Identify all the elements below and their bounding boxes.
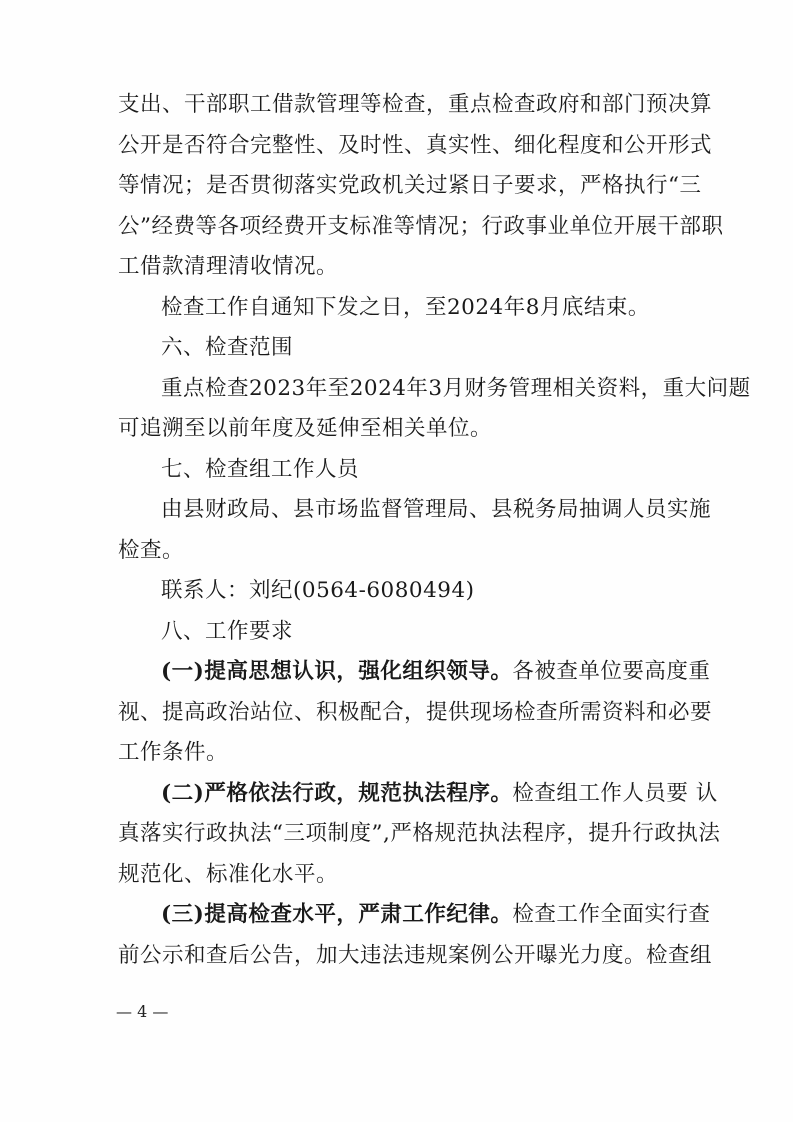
- paragraph-line: 视、提高政治站位、积极配合，提供现场检查所需资料和必要: [118, 699, 713, 725]
- requirement-text: 检查组工作人员要 认: [512, 780, 718, 806]
- paragraph-line: 公”经费等各项经费开支标准等情况；行政事业单位开展干部职: [118, 213, 724, 239]
- requirement-text: 各被查单位要高度重: [512, 659, 711, 684]
- paragraph-line: 前公示和查后公告，加大违法违规案例公开曝光力度。检查组: [118, 942, 713, 968]
- requirement-title: (二)严格依法行政，规范执法程序。: [161, 780, 513, 806]
- paragraph-line: 公开是否符合完整性、及时性、真实性、细化程度和公开形式: [118, 132, 713, 158]
- requirement-line: [118, 774, 718, 815]
- paragraph-line: 真落实行政执法“三项制度”,严格规范执法程序，提升行政执法: [118, 821, 721, 846]
- section-heading-scope: 六、检查范围: [161, 335, 294, 360]
- paragraph-line: 工借款清理清收情况。: [118, 254, 339, 279]
- requirement-title: (一)提高思想认识，强化组织领导。: [161, 659, 513, 684]
- requirement-title: (三)提高检查水平，严肃工作纪律。: [161, 902, 513, 927]
- paragraph-line: 工作条件。: [118, 740, 229, 765]
- paragraph-line: 重点检查2023年至2024年3月财务管理相关资料，重大问题: [161, 375, 751, 401]
- paragraph-line: 可追溯至以前年度及延伸至相关单位。: [118, 416, 493, 441]
- paragraph-line: 等情况；是否贯彻落实党政机关过紧日子要求，严格执行“三: [118, 173, 702, 198]
- section-heading-requirements: 八、工作要求: [161, 618, 294, 644]
- paragraph-line: 检查工作自通知下发之日，至2024年8月底结束。: [161, 294, 650, 320]
- section-heading-staff: 七、检查组工作人员: [161, 456, 360, 482]
- page-number: — 4 —: [116, 1002, 169, 1021]
- page-body: [118, 85, 751, 976]
- paragraph-line: 由县财政局、县市场监督管理局、县税务局抽调人员实施: [161, 497, 712, 522]
- contact-line: 联系人：刘纪(0564-6080494): [161, 578, 475, 603]
- paragraph-line: 支出、干部职工借款管理等检查，重点检查政府和部门预决算: [118, 92, 713, 117]
- requirement-line: [118, 895, 711, 936]
- requirement-text: 检查工作全面实行查: [512, 902, 711, 927]
- paragraph-line: 规范化、标准化水平。: [118, 861, 339, 887]
- requirement-line: [118, 652, 711, 693]
- paragraph-line: 检查。: [118, 537, 185, 563]
